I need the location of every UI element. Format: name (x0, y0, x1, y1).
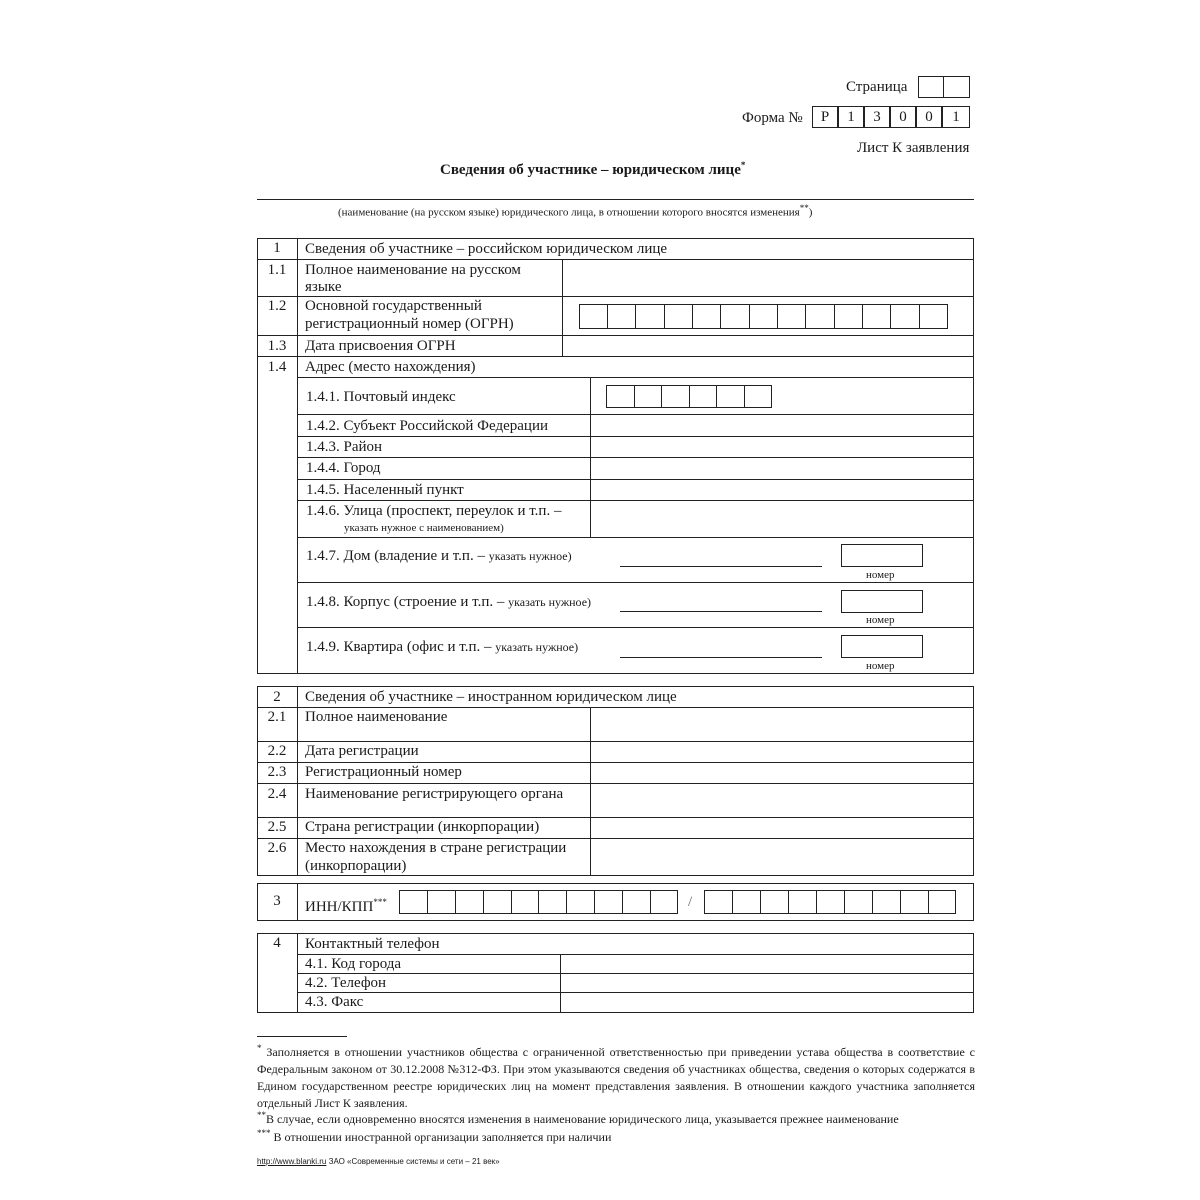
form-code-cell: 0 (916, 106, 942, 128)
row-number: 1.2 (267, 298, 287, 314)
house-type-line[interactable] (620, 566, 822, 567)
registration-country-label: Страна регистрации (инкорпорации) (305, 819, 540, 835)
section-4-title: Контактный телефон (305, 936, 440, 952)
apartment-type-line[interactable] (620, 657, 822, 658)
publisher-link[interactable]: http://www.blanki.ru (257, 1157, 327, 1166)
footnote-1: * Заполняется в отношении участников общества с ограниченной ответственностью при приведении устава общества в соответствие с Федеральным законом от 30.12.2008 №312-ФЗ. При этом указываются сведения об участниках общества, сведения о которых содержатся в Едином государственном реестре юридических лиц на момент представления заявления. В отношении каждого участника заполняется отдельный Лист К заявления. (257, 1043, 975, 1110)
street-note: указать нужное с наименованием) (344, 522, 504, 534)
row-number: 2.1 (267, 709, 287, 725)
building-number-box[interactable] (841, 590, 923, 613)
page-label: Страница (846, 79, 908, 95)
street-label: 1.4.6. Улица (проспект, переулок и т.п. – (306, 503, 562, 519)
region-field[interactable] (591, 415, 973, 436)
footnote-2: **В случае, если одновременно вносятся изменения в наименование юридического лица, указывается прежнее наименование (257, 1110, 899, 1126)
page-cell-2[interactable] (943, 76, 970, 98)
footnote-3: *** В отношении иностранной организации заполняется при наличии (257, 1128, 612, 1144)
row-number: 1.3 (267, 338, 287, 354)
settlement-field[interactable] (591, 480, 973, 500)
form-code-cell: 3 (864, 106, 890, 128)
form-label: Форма № (742, 110, 803, 126)
registration-number-label: Регистрационный номер (305, 764, 462, 780)
section-2-number: 2 (273, 689, 281, 705)
registration-number-field[interactable] (591, 763, 973, 783)
registration-date-field[interactable] (591, 742, 973, 762)
ogrn-label: Основной государственный (305, 298, 482, 314)
phone-field[interactable] (561, 974, 973, 992)
registering-authority-label: Наименование регистрирующего органа (305, 786, 564, 802)
publisher-company: ЗАО «Современные системы и сети – 21 век» (328, 1157, 500, 1166)
address-label: Адрес (место нахождения) (305, 359, 476, 375)
foreign-full-name-field[interactable] (591, 708, 973, 741)
row-number: 1.1 (267, 262, 287, 278)
registration-date-label: Дата регистрации (305, 743, 419, 759)
building-type-line[interactable] (620, 611, 822, 612)
fax-label: 4.3. Факс (305, 994, 364, 1010)
row-number: 2.3 (267, 764, 287, 780)
house-label: 1.4.7. Дом (владение и т.п. – указать нужное) (306, 548, 572, 564)
house-number-box[interactable] (841, 544, 923, 567)
page-cell-1[interactable] (918, 76, 944, 98)
apartment-label: 1.4.9. Квартира (офис и т.п. – указать нужное) (306, 639, 579, 655)
apartment-number-caption: номер (866, 660, 895, 672)
form-code-cell: 0 (890, 106, 916, 128)
postal-code-label: 1.4.1. Почтовый индекс (306, 389, 456, 405)
registration-country-field[interactable] (591, 818, 973, 838)
name-caption: (наименование (на русском языке) юридического лица, в отношении которого вносятся изменения**) (338, 203, 813, 219)
section-3-number: 3 (273, 893, 281, 909)
district-field[interactable] (591, 437, 973, 457)
row-number: 2.2 (267, 743, 287, 759)
district-label: 1.4.3. Район (306, 439, 383, 455)
city-code-field[interactable] (561, 955, 973, 973)
city-label: 1.4.4. Город (306, 460, 381, 476)
ogrn-label-cont: регистрационный номер (ОГРН) (305, 316, 514, 332)
foreign-location-label: Место нахождения в стране регистрации (305, 840, 567, 856)
full-name-field[interactable] (563, 260, 973, 296)
page-title: Сведения об участнике – юридическом лице* (440, 160, 746, 178)
city-field[interactable] (591, 458, 973, 479)
phone-label: 4.2. Телефон (305, 975, 387, 991)
form-code-cell: 1 (942, 106, 970, 128)
registering-authority-field[interactable] (591, 784, 973, 817)
city-code-label: 4.1. Код города (305, 956, 402, 972)
row-number: 2.4 (267, 786, 287, 802)
settlement-label: 1.4.5. Населенный пункт (306, 482, 464, 498)
inn-kpp-separator: / (688, 894, 693, 910)
apartment-number-box[interactable] (841, 635, 923, 658)
section-1-number: 1 (273, 240, 281, 256)
publisher-line (257, 1157, 500, 1166)
fax-field[interactable] (561, 993, 973, 1012)
row-number: 2.6 (267, 840, 287, 856)
full-name-label: Полное наименование на русском (305, 262, 521, 278)
row-number: 1.4 (267, 359, 287, 375)
name-line[interactable] (257, 199, 974, 200)
building-number-caption: номер (866, 614, 895, 626)
foreign-location-label-cont: (инкорпорации) (305, 858, 407, 874)
full-name-label-cont: языке (305, 279, 342, 295)
foreign-location-field[interactable] (591, 839, 973, 875)
house-number-caption: номер (866, 569, 895, 581)
section-4-number: 4 (273, 935, 281, 951)
building-label: 1.4.8. Корпус (строение и т.п. – указать нужное) (306, 594, 592, 610)
footnote-divider (257, 1036, 347, 1037)
street-field[interactable] (591, 501, 973, 537)
ogrn-date-field[interactable] (563, 336, 973, 356)
row-number: 2.5 (267, 819, 287, 835)
form-code-cell: 1 (838, 106, 864, 128)
ogrn-date-label: Дата присвоения ОГРН (305, 338, 456, 354)
section-2-title: Сведения об участнике – иностранном юридическом лице (305, 689, 677, 705)
region-label: 1.4.2. Субъект Российской Федерации (306, 418, 549, 434)
section-1-title: Сведения об участнике – российском юридическом лице (305, 241, 668, 257)
foreign-full-name-label: Полное наименование (305, 709, 448, 725)
inn-kpp-label: ИНН/КПП*** (305, 897, 387, 915)
sheet-label: Лист К заявления (857, 140, 970, 156)
form-code-cell: Р (812, 106, 838, 128)
